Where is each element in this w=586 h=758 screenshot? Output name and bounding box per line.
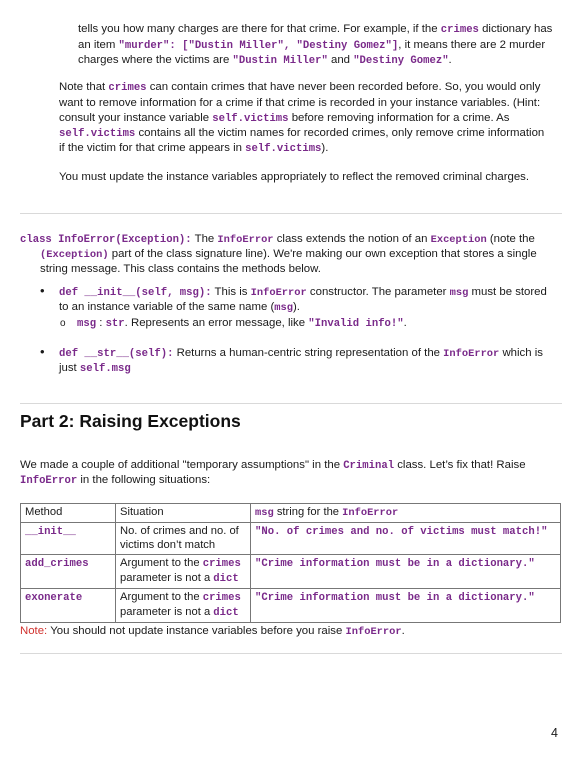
note-line-2: want to remove information for a crime if that crime is recorded in your instance variables. (Hint:: [59, 97, 541, 109]
table-header-row: [21, 504, 561, 523]
header-msg: msg string for the InfoError: [251, 504, 561, 523]
section-divider: [20, 403, 562, 404]
note-line-1: Note that crimes can contain crimes that have never been recorded before. So, you would only: [59, 81, 541, 94]
part2-heading: Part 2: Raising Exceptions: [20, 411, 241, 431]
situation-cell: Argument to the crimes parameter is not a dict: [116, 588, 251, 622]
table-row: [21, 554, 561, 588]
class-desc-line-2: (Exception) part of the class signature line). We're making our own exception that stores a single: [40, 248, 537, 261]
bullet-icon: •: [40, 283, 45, 298]
page-number: 4: [551, 726, 558, 740]
method-str-line-2: just self.msg: [59, 362, 131, 375]
method-init-line-1: def __init__(self, msg): This is InfoError constructor. The parameter msg must be stored: [59, 286, 547, 299]
header-method: Method: [21, 504, 116, 523]
note-line-5: if the victim for that crime appears in self.victims).: [59, 142, 329, 155]
method-cell: __init__: [21, 522, 116, 554]
table-row: [21, 588, 561, 622]
intro-line-1: tells you how many charges are there for that crime. For example, if the crimes dictionary has: [78, 23, 553, 36]
class-desc-line-1: class InfoError(Exception): The InfoError class extends the notion of an Exception (note the: [20, 233, 535, 246]
bullet-icon: •: [40, 344, 45, 359]
situation-cell: No. of crimes and no. of victims don’t match: [116, 522, 251, 554]
note-line-4: self.victims contains all the victim names for recorded crimes, only remove crime information: [59, 127, 545, 140]
method-str-line-1: def __str__(self): Returns a human-centric string representation of the InfoError which is: [59, 347, 543, 360]
part2-intro-line-2: InfoError in the following situations:: [20, 474, 211, 487]
part2-intro-line-1: We made a couple of additional "temporary assumptions" in the Criminal class. Let’s fix that! Raise: [20, 459, 526, 472]
intro-line-3: charges where the victims are "Dustin Miller" and "Destiny Gomez".: [78, 54, 452, 67]
sub-bullet-icon: o: [60, 318, 66, 329]
situation-cell: Argument to the crimes parameter is not a dict: [116, 554, 251, 588]
msg-cell: "Crime information must be in a dictionary.": [251, 588, 561, 622]
class-desc-line-3: string message. This class contains the methods below.: [40, 263, 321, 275]
exceptions-table: [20, 503, 561, 623]
note-line-3: consult your instance variable self.victims before removing information for a crime. As: [59, 112, 510, 125]
param-msg-desc: msg : str. Represents an error message, like "Invalid info!".: [77, 317, 407, 330]
section-divider: [20, 213, 562, 214]
update-instruction: You must update the instance variables appropriately to reflect the removed criminal charges.: [59, 171, 530, 183]
method-init-line-2: to an instance variable of the same name (msg).: [59, 301, 300, 314]
class-signature: class InfoError(Exception):: [20, 234, 192, 246]
footer-note: Note: You should not update instance variables before you raise InfoError.: [20, 625, 405, 638]
intro-line-2: an item "murder": ["Dustin Miller", "Destiny Gomez"], it means there are 2 murder: [78, 39, 546, 52]
msg-cell: "No. of crimes and no. of victims must match!": [251, 522, 561, 554]
method-cell: add_crimes: [21, 554, 116, 588]
section-divider: [20, 653, 562, 654]
table-row: [21, 522, 561, 554]
header-situation: Situation: [116, 504, 251, 523]
msg-cell: "Crime information must be in a dictionary.": [251, 554, 561, 588]
method-cell: exonerate: [21, 588, 116, 622]
